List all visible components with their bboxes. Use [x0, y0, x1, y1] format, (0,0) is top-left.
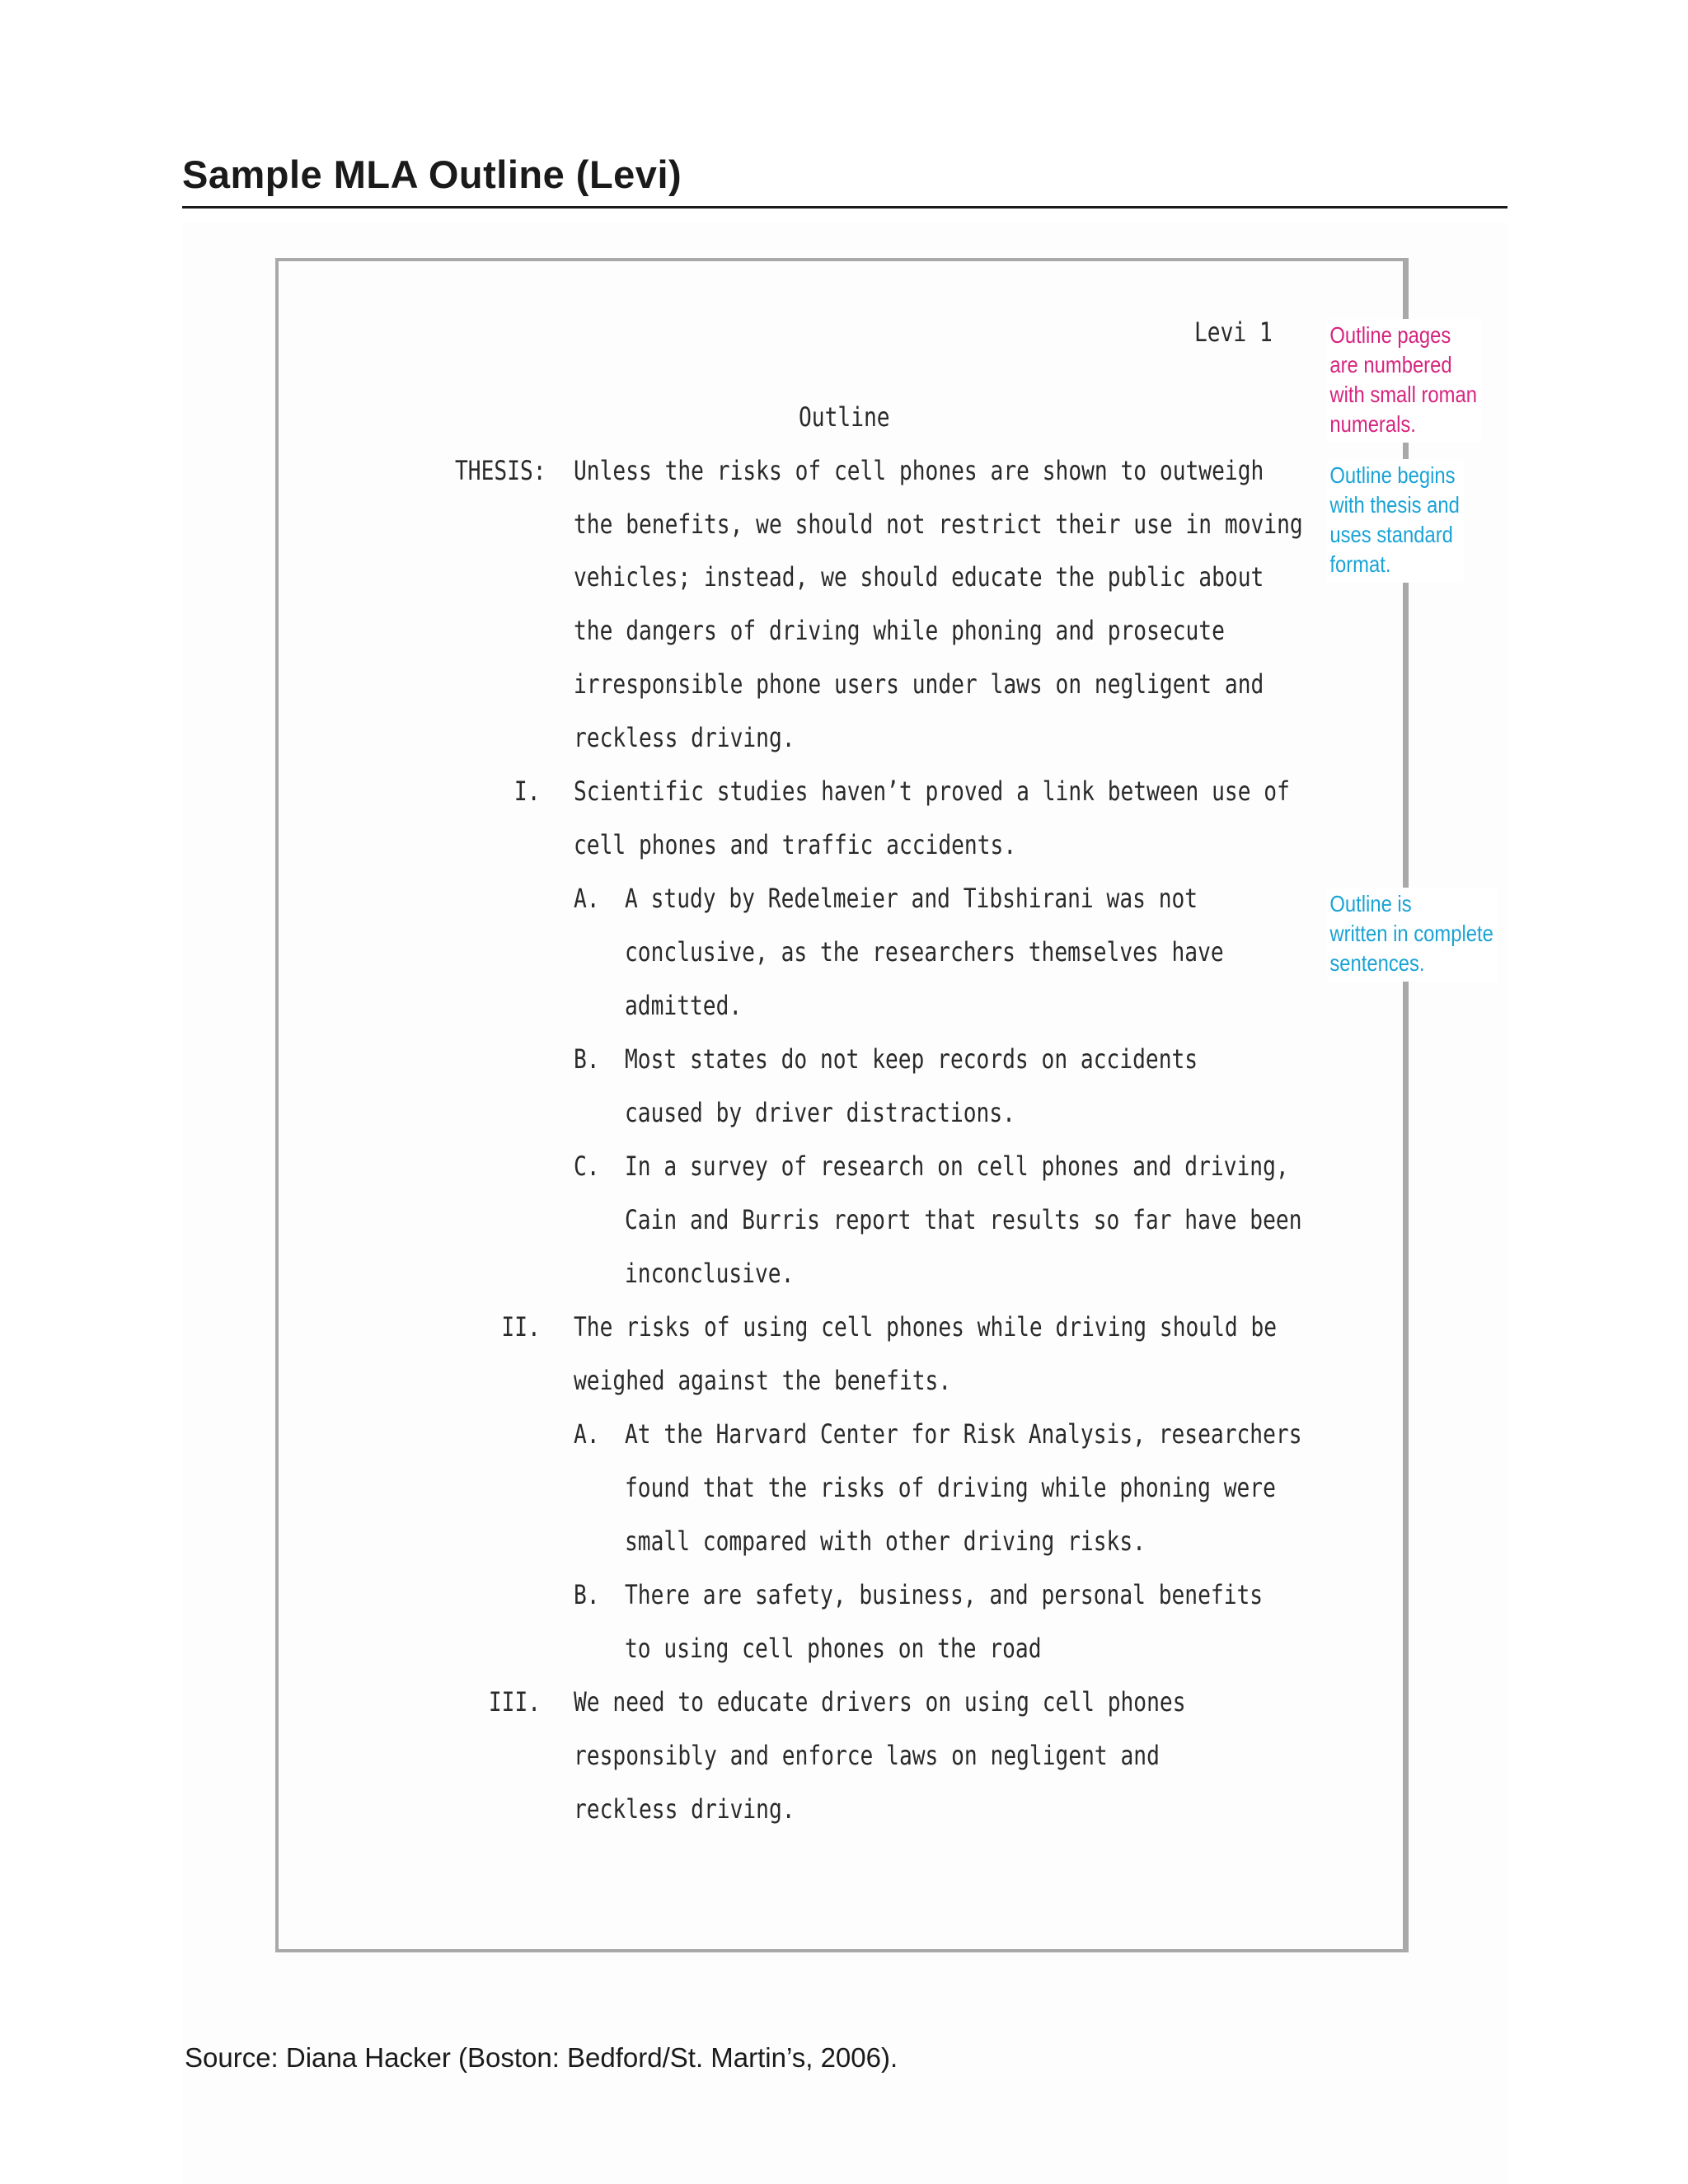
section-line: Scientific studies haven’t proved a link between use of — [574, 776, 1290, 807]
section-line: cell phones and traffic accidents. — [574, 829, 1017, 860]
thesis-label: THESIS: — [455, 455, 546, 486]
annotation-complete-sentences — [1327, 888, 1498, 982]
subpoint-letter: B. — [574, 1043, 600, 1075]
page-title: Sample MLA Outline (Levi) — [182, 152, 682, 196]
annotation-line: Outline is — [1329, 891, 1412, 916]
subpoint-line: inconclusive. — [625, 1258, 795, 1289]
annotation-line: Outline pages — [1329, 322, 1451, 348]
outline-heading: Outline — [799, 401, 890, 433]
subpoint-line: to using cell phones on the road — [625, 1633, 1042, 1664]
annotation-line: with thesis and — [1329, 492, 1460, 518]
section-line: weighed against the benefits. — [574, 1365, 952, 1396]
annotation-roman-numerals — [1327, 319, 1481, 443]
thesis-line: the benefits, we should not restrict their use in moving — [574, 509, 1303, 540]
subpoint-line: found that the risks of driving while phoning were — [625, 1472, 1276, 1503]
thesis-line: the dangers of driving while phoning and prosecute — [574, 615, 1225, 646]
thesis-line: reckless driving. — [574, 722, 795, 753]
source-citation: Source: Diana Hacker (Boston: Bedford/St. Martin’s, 2006). — [185, 2042, 898, 2073]
thesis-line: Unless the risks of cell phones are shown to outweigh — [574, 455, 1264, 486]
section-line: responsibly and enforce laws on negligent and — [574, 1740, 1160, 1771]
subpoint-line: At the Harvard Center for Risk Analysis, researchers — [625, 1418, 1302, 1450]
section-numeral: III. — [488, 1686, 541, 1718]
subpoint-line: Cain and Burris report that results so far have been — [625, 1204, 1302, 1235]
subpoint-line: There are safety, business, and personal benefits — [625, 1579, 1264, 1610]
subpoint-letter: B. — [574, 1579, 600, 1610]
annotation-line: sentences. — [1329, 950, 1425, 976]
subpoint-line: In a survey of research on cell phones and driving, — [625, 1151, 1289, 1182]
annotation-line: uses standard — [1329, 522, 1453, 547]
thesis-line: irresponsible phone users under laws on negligent and — [574, 668, 1264, 700]
thesis-line: vehicles; instead, we should educate the public about — [574, 561, 1264, 593]
section-numeral: II. — [501, 1311, 541, 1343]
subpoint-line: A study by Redelmeier and Tibshirani was not — [625, 883, 1198, 914]
section-numeral: I. — [514, 776, 541, 807]
section-line: reckless driving. — [574, 1793, 795, 1825]
annotation-thesis-format — [1327, 459, 1464, 583]
subpoint-line: Most states do not keep records on accidents — [625, 1043, 1198, 1075]
annotation-line: format. — [1329, 551, 1391, 577]
annotation-line: numerals. — [1329, 411, 1416, 437]
subpoint-line: admitted. — [625, 990, 743, 1021]
subpoint-letter: A. — [574, 883, 600, 914]
subpoint-line: conclusive, as the researchers themselves have — [625, 936, 1224, 968]
annotation-line: with small roman — [1329, 382, 1477, 407]
section-line: The risks of using cell phones while driving should be — [574, 1311, 1278, 1343]
subpoint-line: caused by driver distractions. — [625, 1097, 1015, 1128]
subpoint-letter: A. — [574, 1418, 600, 1450]
annotation-line: are numbered — [1329, 352, 1452, 377]
running-head: Levi 1 — [1194, 316, 1273, 348]
subpoint-letter: C. — [574, 1151, 600, 1182]
annotation-line: written in complete — [1329, 921, 1493, 946]
annotation-line: Outline begins — [1329, 462, 1456, 488]
section-line: We need to educate drivers on using cell phones — [574, 1686, 1186, 1718]
subpoint-line: small compared with other driving risks. — [625, 1526, 1146, 1557]
title-rule — [182, 206, 1507, 209]
